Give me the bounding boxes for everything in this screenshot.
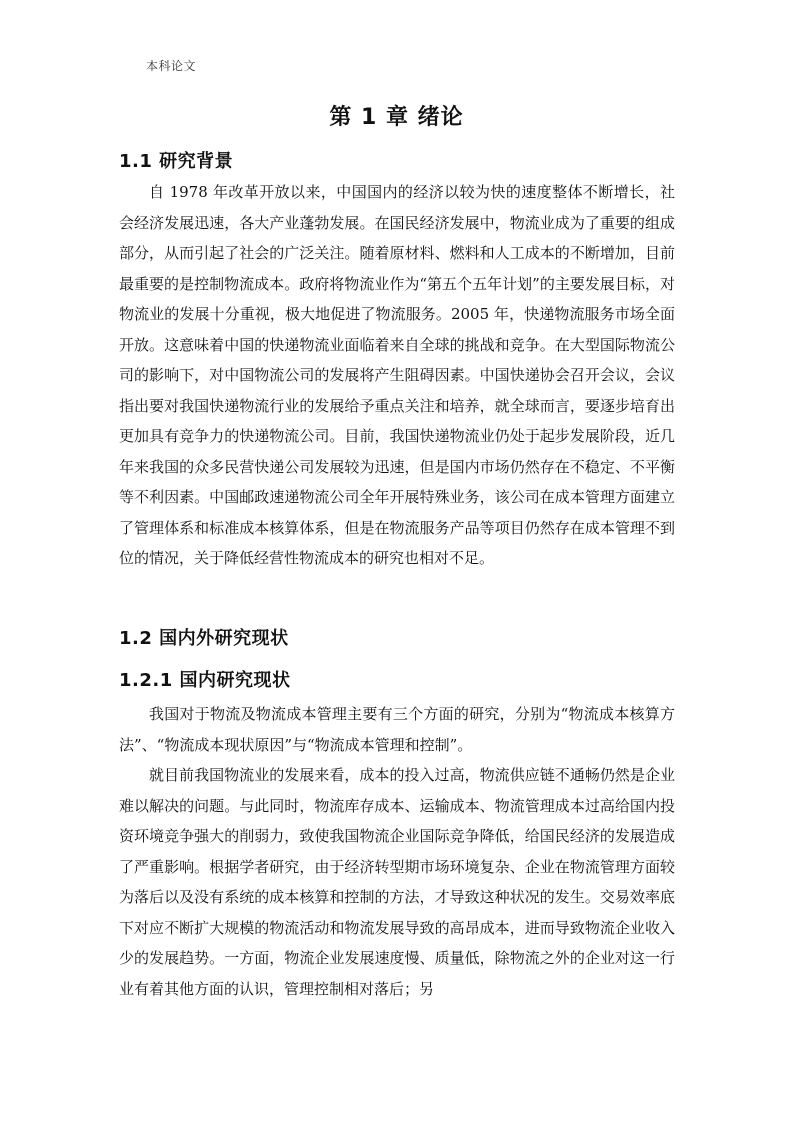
paragraph-research-background: 自 1978 年改革开放以来，中国国内的经济以较为快的速度整体不断增长，社会经济发展迅速，各大产业蓬勃发展。在国民经济发展中，物流业成为了重要的组成部分，从而引起了社会的广泛关注。随着原材料、燃料和人工成本的不断增加，目前最重要的是控制物流成本。政府将物流业作为“第五个五年计划”的主要发展目标，对物流业的发展十分重视，极大地促进了物流服务。2005 年，快递物流服务市场全面开放。这意味着中国的快递物流业面临着来自全球的挑战和竞争。在大型国际物流公司的影响下，对中国物流公司的发展将产生阻碍因素。中国快递协会召开会议，会议指出要对我国快递物流行业的发展给予重点关注和培养，就全球而言，要逐步培育出更加具有竞争力的快递物流公司。目前，我国快递物流业仍处于起步发展阶段，近几年来我国的众多民营快递公司发展较为迅速，但是国内市场仍然存在不稳定、不平衡等不利因素。中国邮政速递物流公司全年开展特殊业务，该公司在成本管理方面建立了管理体系和标准成本核算体系，但是在物流服务产品等项目仍然存在成本管理不到位的情况，关于降低经营性物流成本的研究也相对不足。 [119, 183, 675, 567]
section-heading-1-2: 1.2 国内外研究现状 [119, 628, 289, 649]
paragraph-domestic-research-status: 就目前我国物流业的发展来看，成本的投入过高，物流供应链不通畅仍然是企业难以解决的问题。与此同时，物流库存成本、运输成本、物流管理成本过高给国内投资环境竞争强大的削弱力，致使我国物流企业国际竞争降低，给国民经济的发展造成了严重影响。根据学者研究，由于经济转型期市场环境复杂、企业在物流管理方面较为落后以及没有系统的成本核算和控制的方法，才导致这种状况的发生。交易效率底下对应不断扩大规模的物流活动和物流发展导致的高昂成本，进而导致物流企业收入少的发展趋势。一方面，物流企业发展速度慢、质量低，除物流之外的企业对这一行业有着其他方面的认识，管理控制相对落后；另 [119, 766, 675, 998]
section-heading-1-2-1: 1.2.1 国内研究现状 [119, 670, 291, 691]
paragraph-domestic-research-intro: 我国对于物流及物流成本管理主要有三个方面的研究，分别为“物流成本核算方法”、“物流成本现状原因”与“物流成本管理和控制”。 [119, 705, 675, 754]
chapter-title: 第 1 章 绪论 [329, 105, 464, 130]
running-header: 本科论文 [146, 59, 197, 73]
section-heading-1-1: 1.1 研究背景 [119, 151, 234, 172]
